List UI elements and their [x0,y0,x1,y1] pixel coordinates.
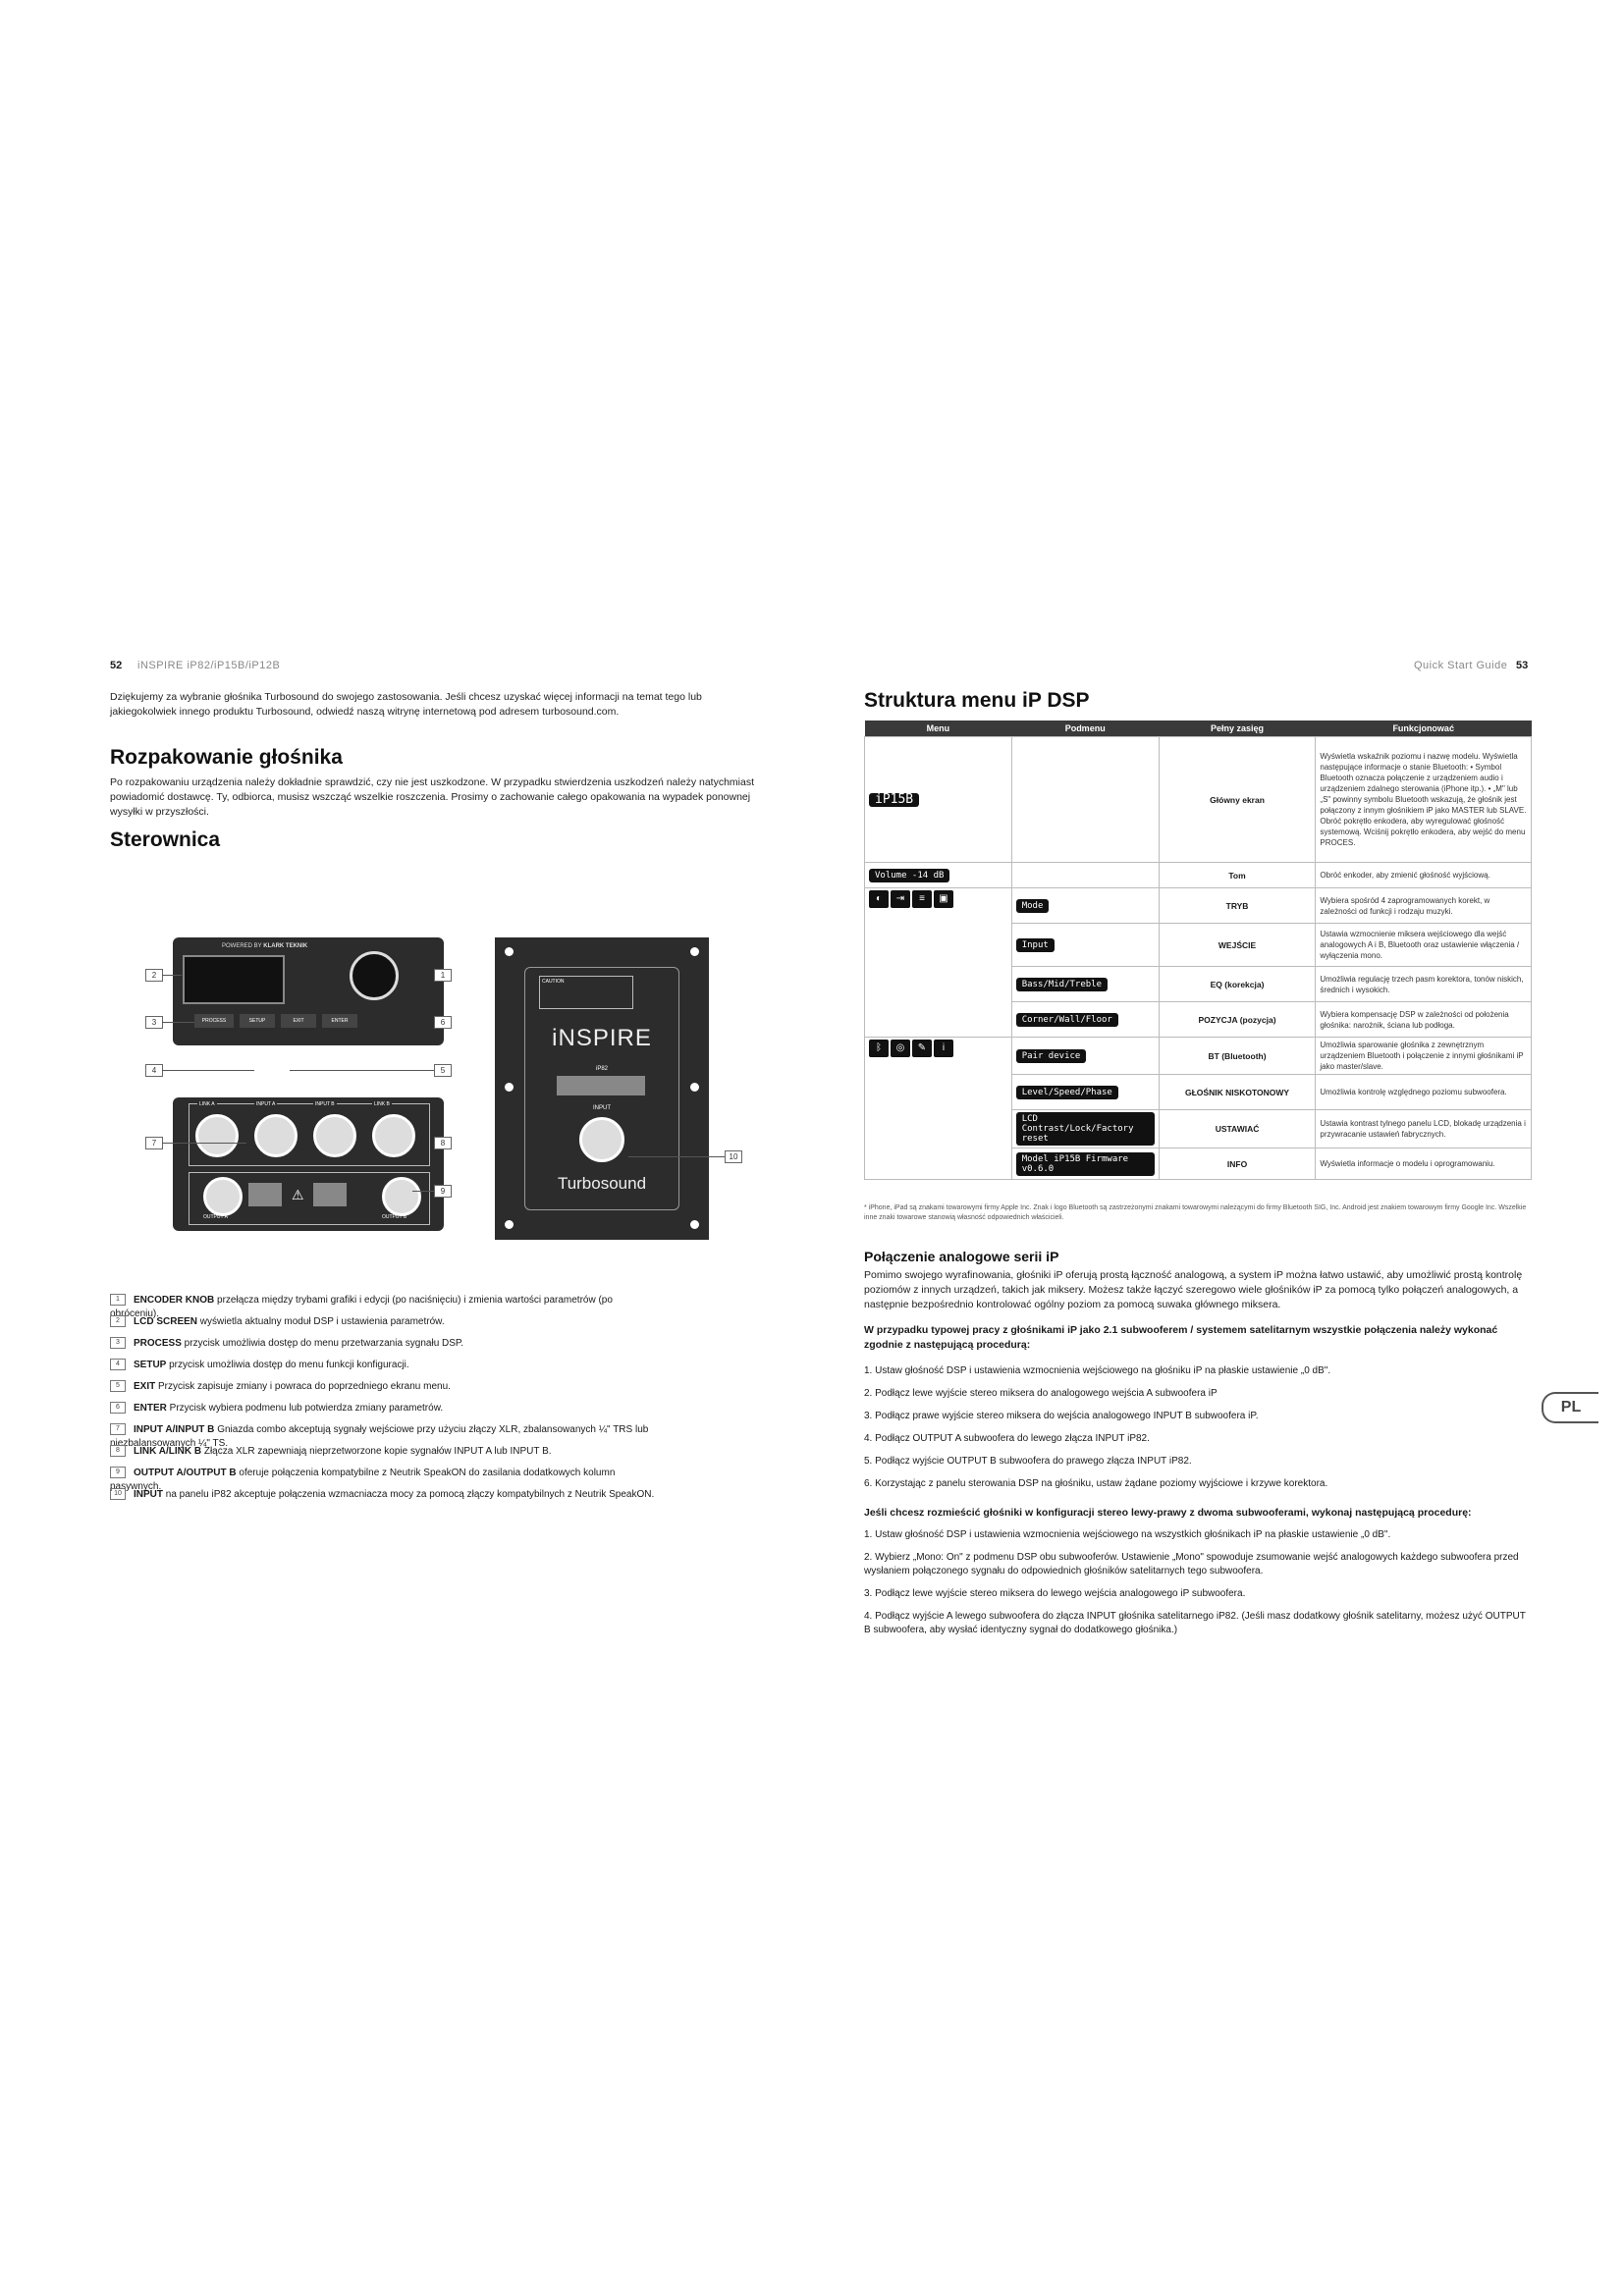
callout-3: 3 [145,1016,163,1029]
function-name: TRYB [1159,888,1316,924]
submenu-cell [1011,967,1159,1002]
leader-line [162,1143,246,1144]
callout-7: 7 [145,1137,163,1149]
callout-1: 1 [434,969,452,982]
submenu-cell [1011,1110,1159,1148]
function-name: POZYCJA (pozycja) [1159,1002,1316,1038]
model-label: iP82 [595,1066,608,1072]
lcd-screen [183,955,285,1004]
function-desc: Ustawia wzmocnienie miksera wejściowego dla wejść analogowych A i B, Bluetooth oraz ustawienie włączenia / wyłączenia mono. [1316,924,1532,967]
unpack-paragraph: Po rozpakowaniu urządzenia należy dokładnie sprawdzić, czy nie jest uszkodzone. W przypadku stwierdzenia uszkodzeń należy natychmiast powiadomić dostawcę. Ty, odbiorca, musisz wszcząć wszelkie roszczenia. Prosimy o zachowanie całego opakowania na wypadek ponownej wysyłki w przyszłości. [110,776,755,818]
spec-label-plate [313,1183,347,1206]
list-item: 3. Podłącz prawe wyjście stereo miksera do wejścia analogowego INPUT B subwoofera iP. [864,1411,1259,1421]
menu-cell [865,737,1012,863]
setup-icon: ✎ [912,1040,932,1057]
lcd-position: Corner/Wall/Floor [1016,1013,1118,1027]
legend-item: 4 SETUP przycisk umożliwia dostęp do menu funkcji konfiguracji. [110,1359,660,1372]
legend-item: 3 PROCESS przycisk umożliwia dostęp do menu przetwarzania sygnału DSP. [110,1337,660,1351]
running-header-left: iNSPIRE iP82/iP15B/iP12B [137,660,281,671]
legend-item: 6 ENTER Przycisk wybiera podmenu lub potwierdza zmiany parametrów. [110,1402,660,1415]
intro-paragraph: Dziękujemy za wybranie głośnika Turbosound do swojego zastosowania. Jeśli chcesz uzyskać więcej informacji na temat tego lub jakiegokolwiek innego produktu Turbosound, odwiedź naszą witrynę internetową pod adresem turbosound.com. [110,691,702,718]
legend-item: 9 OUTPUT A/OUTPUT B oferuje połączenia kompatybilne z Neutrik SpeakON do zasilania dodatkowych kolumn pasywnych. [110,1468,616,1492]
unpack-title: Rozpakowanie głośnika [110,746,343,769]
screw-icon [690,947,699,956]
function-name: Główny ekran [1159,737,1316,863]
warning-icon: ⚠ [292,1187,304,1202]
wiring-label-plate [557,1076,645,1095]
lcd-main: iP15B [869,793,919,807]
list-item: 4. Podłącz OUTPUT A subwoofera do lewego złącza INPUT iP82. [864,1433,1150,1444]
leader-line [628,1156,725,1157]
table-row [865,1038,1532,1075]
list-item: 2. Podłącz lewe wyjście stereo miksera do analogowego wejścia A subwoofera iP [864,1388,1218,1399]
eq-icon: ≡ [912,890,932,908]
lcd-volume: Volume -14 dB [869,869,949,882]
function-name: WEJŚCIE [1159,924,1316,967]
output-b-speakon[interactable] [382,1177,421,1216]
leader-line [162,1022,194,1023]
submenu-cell [1011,1002,1159,1038]
legend-item: 8 LINK A/LINK B Złącza XLR zapewniają nieprzetworzone kopie sygnałów INPUT A lub INPUT B. [110,1445,660,1459]
lcd-bluetooth: Pair device [1016,1049,1087,1063]
menu-cell [865,863,1012,888]
caution-plate: CAUTION [539,976,633,1009]
input-b-label: INPUT B [315,1101,335,1107]
input-a-label: INPUT A [256,1101,276,1107]
screw-icon [505,947,514,956]
ip82-inner-panel [524,967,679,1210]
bluetooth-icon: ᛒ [869,1040,889,1057]
encoder-knob[interactable] [350,951,399,1000]
menu-structure-title: Struktura menu iP DSP [864,689,1090,712]
lcd-subwoofer: Level/Speed/Phase [1016,1086,1118,1099]
leader-line [290,1070,434,1071]
table-row [865,863,1532,888]
function-desc: Umożliwia regulację trzech pasm korektora, tonów niskich, średnich i wysokich. [1316,967,1532,1002]
function-name: INFO [1159,1148,1316,1180]
list-item: 1. Ustaw głośność DSP i ustawienia wzmocnienia wejściowego na głośniku iP na płaskie ustawienie „0 dB". [864,1365,1331,1376]
exit-button[interactable]: EXIT [281,1014,316,1028]
submenu-cell [1011,1038,1159,1075]
controls-title: Sterownica [110,828,221,851]
info-label-plate [248,1183,282,1206]
lcd-input: Input [1016,938,1055,952]
function-desc: Wyświetla informacje o modelu i oprogramowaniu. [1316,1148,1532,1180]
input-b-connector[interactable] [313,1114,356,1157]
function-name: EQ (korekcja) [1159,967,1316,1002]
callout-4: 4 [145,1064,163,1077]
page-number-left: 52 [110,660,123,671]
function-name: USTAWIAĆ [1159,1110,1316,1148]
menu-cell [865,888,1012,1038]
submenu-cell [1011,737,1159,863]
function-desc: Wybiera kompensację DSP w zależności od położenia głośnika: narożnik, ściana lub podłoga. [1316,1002,1532,1038]
lcd-eq: Bass/Mid/Treble [1016,978,1108,991]
subwoofer-icon: ◎ [891,1040,910,1057]
screw-icon [505,1220,514,1229]
screw-icon [505,1083,514,1092]
analog-title: Połączenie analogowe serii iP [864,1249,1059,1264]
col-header-menu: Menu [865,721,1012,737]
function-name: Tom [1159,863,1316,888]
list-item: 1. Ustaw głośność DSP i ustawienia wzmocnienia wejściowego na wszystkich głośnikach iP na płaskie ustawienie „0 dB". [864,1529,1391,1540]
running-header-right: Quick Start Guide [1414,660,1508,671]
process-button[interactable]: PROCESS [194,1014,234,1028]
case1-title: W przypadku typowej pracy z głośnikami iP jako 2.1 subwooferem / systemem satelitarnym wszystkie połączenia należy wykonać zgodnie z następującą procedurą: [864,1324,1498,1351]
input-speakon[interactable] [579,1117,624,1162]
legend-item: 7 INPUT A/INPUT B Gniazda combo akceptują sygnały wejściowe przy użyciu złączy XLR, zbalansowanych ¼" TRS lub niezbalansowanych ¼" TS. [110,1424,649,1449]
table-header-row [865,721,1532,737]
function-desc: Wybiera spośród 4 zaprogramowanych korekt, w zależności od funkcji i rodzaju muzyki. [1316,888,1532,924]
input-icon: ⇥ [891,890,910,908]
function-name: GŁOŚNIK NISKOTONOWY [1159,1075,1316,1110]
function-name: BT (Bluetooth) [1159,1038,1316,1075]
output-section [189,1172,430,1225]
mode-icon: ◐ [869,890,889,908]
inspire-logo: iNSPIRE [552,1025,652,1051]
list-item: 4. Podłącz wyjście A lewego subwoofera do złącza INPUT głośnika satelitarnego iP82. (Jeśli masz dodatkowy głośnik satelitarny, możesz użyć OUTPUT B subwoofera, aby wysłać identyczny sygnał do dodatkowego głośnika.) [864,1611,1526,1635]
ip82-panel [495,937,709,1240]
callout-5: 5 [434,1064,452,1077]
link-a-label: LINK A [199,1101,215,1107]
function-desc: Umożliwia kontrolę względnego poziomu subwoofera. [1316,1075,1532,1110]
table-row [865,888,1532,924]
trademark-footnote: * iPhone, iPad są znakami towarowymi firmy Apple Inc. Znak i logo Bluetooth są zastrzeżonymi znakami towarowymi należącymi do firmy Bluetooth SIG, Inc. Android jest znakiem towarowym firmy Google Inc. Wszelkie inne znaki towarowe stanowią własność odpowiednich właścicieli. [864,1204,1527,1221]
col-header-range: Pełny zasięg [1159,721,1316,737]
control-panel-top [173,937,444,1045]
analog-paragraph: Pomimo swojego wyrafinowania, głośniki iP oferują prostą łączność analogową, a system iP można łatwo ustawić, aby umożliwić prostą kontrolę poziomów z innych urządzeń, takich jak miksery. Możesz także łączyć szeregowo wiele głośników iP za pomocą tylko połączeń analogowych, a następnie bezpośrednio kontrolować ogólny poziom za pomocą suwaka głównego miksera. [864,1269,1523,1310]
leader-line [162,1070,254,1071]
col-header-function: Funkcjonować [1316,721,1532,737]
position-icon: ▣ [934,890,953,908]
submenu-cell [1011,1075,1159,1110]
leader-line [162,975,182,976]
list-item: 6. Korzystając z panelu sterowania DSP na głośniku, ustaw żądane poziomy wyjściowe i krzywe korektora. [864,1478,1328,1489]
input-label: INPUT [593,1105,611,1111]
language-tab-pl: PL [1542,1392,1598,1423]
table-row [865,737,1532,863]
input-section [189,1103,430,1166]
enter-button[interactable]: ENTER [322,1014,357,1028]
function-desc: Ustawia kontrast tylnego panelu LCD, blokadę urządzenia i przywracanie ustawień fabrycznych. [1316,1110,1532,1148]
submenu-cell [1011,863,1159,888]
lcd-info: Model iP15B Firmware v0.6.0 [1016,1152,1155,1176]
link-a-connector[interactable] [195,1114,239,1157]
powered-by-label: POWERED BY KLARK TEKNIK [222,943,308,949]
case2-title: Jeśli chcesz rozmieścić głośniki w konfiguracji stereo lewy-prawy z dwoma subwooferami, wykonaj następującą procedurę: [864,1507,1472,1519]
list-item: 5. Podłącz wyjście OUTPUT B subwoofera do prawego złącza INPUT iP82. [864,1456,1192,1467]
dsp-menu-table [864,721,1532,1180]
legend-item: 2 LCD SCREEN wyświetla aktualny moduł DSP i ustawienia parametrów. [110,1315,660,1329]
legend-item: 10 INPUT na panelu iP82 akceptuje połączenia wzmacniacza mocy za pomocą złączy kompatybilnych z Neutrik SpeakON. [110,1488,660,1502]
legend-item: 1 ENCODER KNOB przełącza między trybami grafiki i edycji (po naciśnięciu) i zmienia wartości parametrów (po obróceniu). [110,1295,613,1319]
link-b-label: LINK B [374,1101,390,1107]
col-header-submenu: Podmenu [1011,721,1159,737]
setup-button[interactable]: SETUP [240,1014,275,1028]
screw-icon [690,1220,699,1229]
list-item: 2. Wybierz „Mono: On" z podmenu DSP obu subwooferów. Ustawienie „Mono" spowoduje zsumowanie wejść analogowych każdego subwoofera przed wysłaniem połączonego sygnału do odpowiednich głośników satelitarnych tego subwoofera. [864,1552,1519,1576]
function-desc: Wyświetla wskaźnik poziomu i nazwę modelu. Wyświetla następujące informacje o stanie Bluetooth: • Symbol Bluetooth oznacza połączenie z urządzeniem audio i urządzeniem zdalnego sterowania (iPhone itp.). • „M" lub „S" powinny symbolu Bluetooth wskazują, że głośnik jest połączony z innym głośnikiem iP jako MASTER lub SLAVE. Obróć pokrętło enkodera, aby wyregulować głośność systemową. Wciśnij pokrętło enkodera, aby wejść do menu PROCES. [1316,737,1532,863]
output-a-speakon[interactable] [203,1177,243,1216]
function-desc: Umożliwia sparowanie głośnika z zewnętrznym urządzeniem Bluetooth i połączenie z innymi głośnikami iP jako master/slave. [1316,1038,1532,1075]
list-item: 3. Podłącz lewe wyjście stereo miksera do lewego wejścia analogowego iP subwoofera. [864,1588,1246,1599]
info-icon: i [934,1040,953,1057]
connector-panel [173,1097,444,1231]
input-a-connector[interactable] [254,1114,298,1157]
callout-9: 9 [434,1185,452,1198]
callout-8: 8 [434,1137,452,1149]
callout-2: 2 [145,969,163,982]
turbosound-logo: Turbosound [557,1174,647,1193]
menu-cell [865,1038,1012,1180]
callout-6: 6 [434,1016,452,1029]
lcd-mode: Mode [1016,899,1050,913]
submenu-cell [1011,924,1159,967]
submenu-cell [1011,888,1159,924]
function-desc: Obróć enkoder, aby zmienić głośność wyjściową. [1316,863,1532,888]
output-b-label: OUTPUT B [382,1214,407,1220]
page-number-right: 53 [1516,660,1529,671]
output-a-label: OUTPUT A [203,1214,228,1220]
screw-icon [690,1083,699,1092]
lcd-setup: LCD Contrast/Lock/Factory reset [1016,1112,1155,1146]
callout-10: 10 [725,1150,742,1163]
leader-line [412,1191,434,1192]
link-b-connector[interactable] [372,1114,415,1157]
submenu-cell [1011,1148,1159,1180]
legend-item: 5 EXIT Przycisk zapisuje zmiany i powraca do poprzedniego ekranu menu. [110,1380,660,1394]
